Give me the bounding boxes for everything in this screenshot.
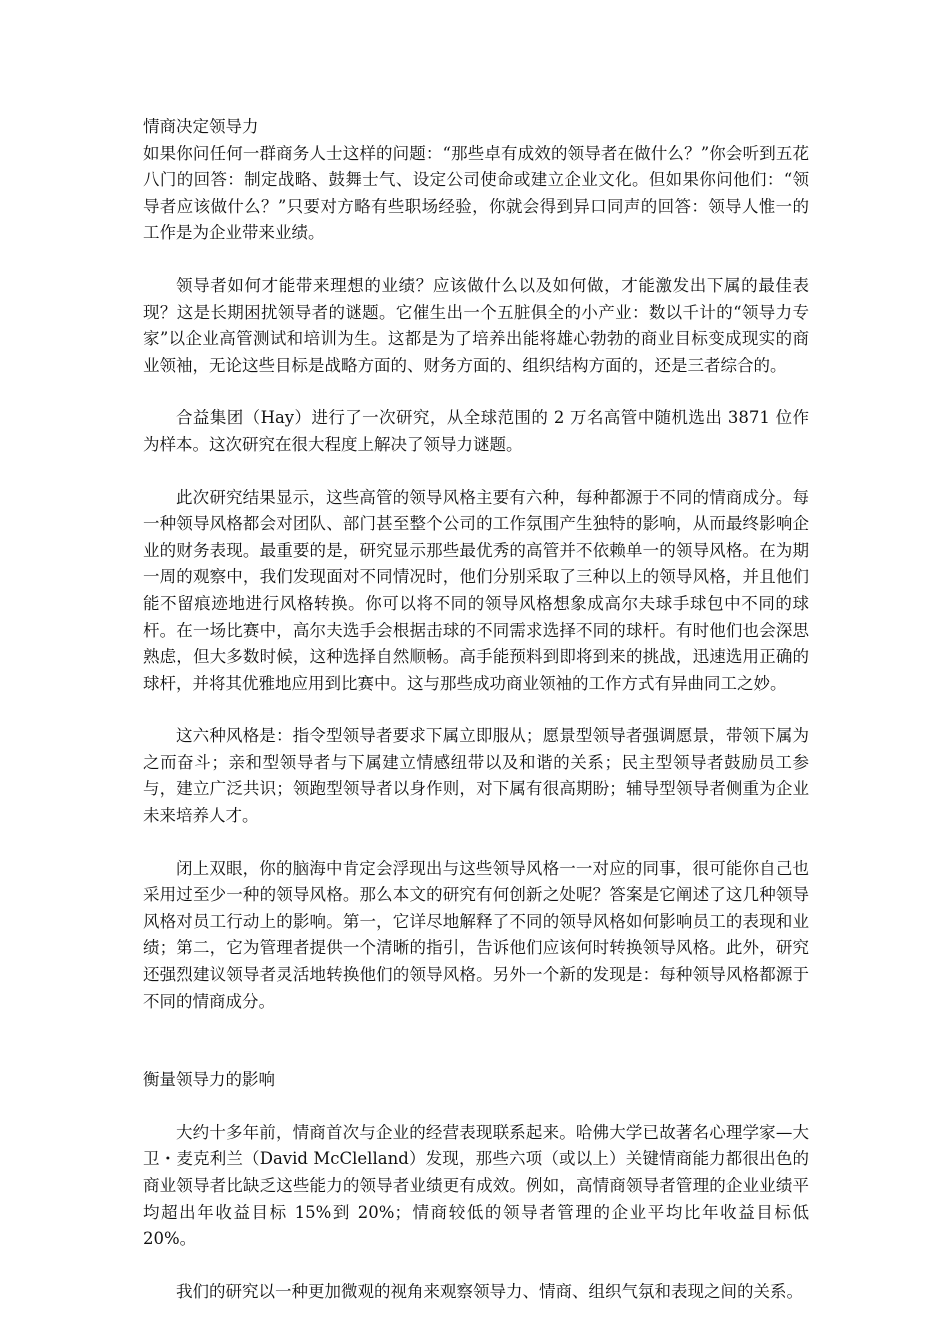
paragraph-study-results: 此次研究结果显示，这些高管的领导风格主要有六种，每种都源于不同的情商成分。每一种领导风格都会对团队、部门甚至整个公司的工作氛围产生独特的影响，从而最终影响企业的财务表现。最重要的是，研究显示那些最优秀的高管并不依赖单一的领导风格。在为期一周的观察中，我们发现面对不同情况时，他们分别采取了三种以上的领导风格，并且他们能不留痕迹地进行风格转换。你可以将不同的领导风格想象成高尔夫球手球包中不同的球杆。在一场比赛中，高尔夫选手会根据击球的不同需求选择不同的球杆。有时他们也会深思熟虑，但大多数时候，这种选择自然顺畅。高手能预料到即将到来的挑战，迅速选用正确的球杆，并将其优雅地应用到比赛中。这与那些成功商业领袖的工作方式有异曲同工之妙。 — [143, 487, 809, 693]
section-title-emotional-intelligence-leadership: 情商决定领导力 — [143, 117, 259, 136]
section-title-measuring-impact: 衡量领导力的影响 — [143, 1070, 275, 1090]
paragraph-hay-study: 合益集团（Hay）进行了一次研究，从全球范围的 2 万名高管中随机选出 3871 位作为样本。这次研究在很大程度上解决了领导力谜题。 — [143, 408, 809, 454]
paragraph-mcclelland: 大约十多年前，情商首次与企业的经营表现联系起来。哈佛大学已故著名心理学家—大卫・麦克利兰（David McClelland）发现，那些六项（或以上）关键情商能力都很出色的商业领导者比缺乏这些能力的领导者业绩更有成效。例如，高情商领导者管理的企业业绩平均超出年收益目标 15%到 20%；情商较低的领导者管理的企业平均比年收益目标低 20%。 — [143, 1122, 809, 1249]
paragraph-intro: 如果你问任何一群商务人士这样的问题：“那些卓有成效的领导者在做什么？”你会听到五花八门的回答：制定战略、鼓舞士气、设定公司使命或建立企业文化。但如果你问他们：“领导者应该做什么？”只要对方略有些职场经验，你就会得到异口同声的回答：领导人惟一的工作是为企业带来业绩。 — [143, 143, 809, 243]
paragraph-innovation: 闭上双眼，你的脑海中肯定会浮现出与这些领导风格一一对应的同事，很可能你自己也采用过至少一种的领导风格。那么本文的研究有何创新之处呢？答案是它阐述了这几种领导风格对员工行动上的影响。第一，它详尽地解释了不同的领导风格如何影响员工的表现和业绩；第二，它为管理者提供一个清晰的指引，告诉他们应该何时转换领导风格。此外，研究还强烈建议领导者灵活地转换他们的领导风格。另外一个新的发现是：每种领导风格都源于不同的情商成分。 — [143, 858, 809, 1011]
paragraph-six-styles: 这六种风格是：指令型领导者要求下属立即服从；愿景型领导者强调愿景，带领下属为之而奋斗；亲和型领导者与下属建立情感纽带以及和谐的关系；民主型领导者鼓励员工参与，建立广泛共识；领跑型领导者以身作则，对下属有很高期盼；辅导型领导者侧重为企业未来培养人才。 — [143, 726, 809, 826]
document-page — [143, 114, 809, 1305]
paragraph-micro-view: 我们的研究以一种更加微观的视角来观察领导力、情商、组织气氛和表现之间的关系。 — [176, 1281, 803, 1301]
paragraph-leadership-puzzle: 领导者如何才能带来理想的业绩？应该做什么以及如何做，才能激发出下属的最佳表现？这是长期困扰领导者的谜题。它催生出一个五脏俱全的小产业：数以千计的“领导力专家”以企业高管测试和培训为生。这都是为了培养出能将雄心勃勃的商业目标变成现实的商业领袖，无论这些目标是战略方面的、财务方面的、组织结构方面的，还是三者综合的。 — [143, 275, 809, 375]
